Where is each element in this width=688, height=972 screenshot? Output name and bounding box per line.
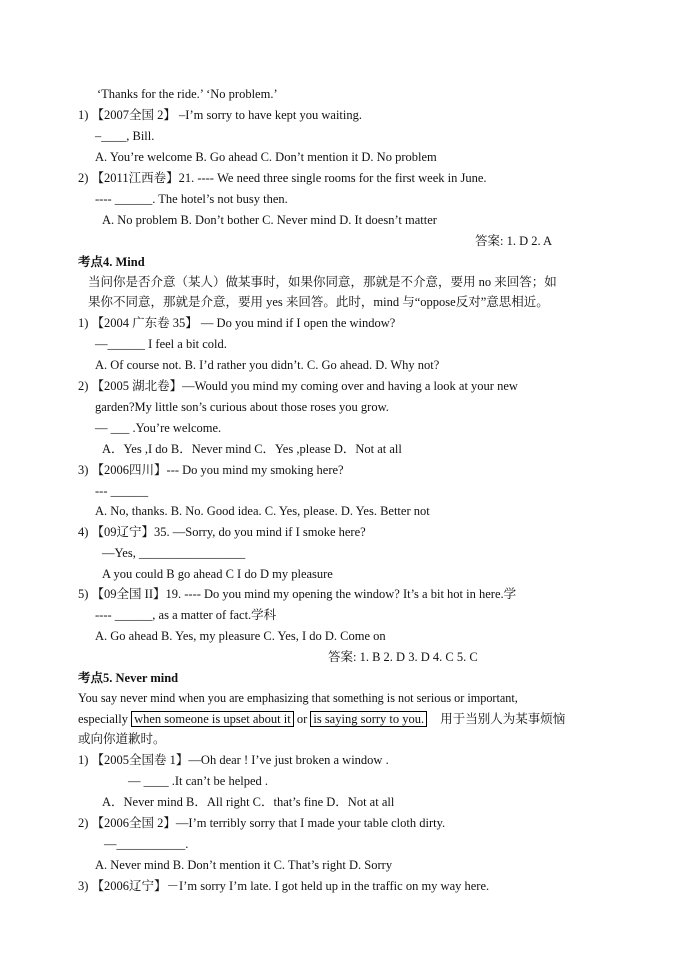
text-segment: 用于当别人为某事烦恼 (440, 712, 566, 726)
text-segment: or (296, 712, 308, 726)
text-line: ‘Thanks for the ride.’ ‘No problem.’ (97, 87, 278, 101)
options-line: A. Never mind B. Don’t mention it C. That’s right D. Sorry (95, 858, 393, 872)
text-line: ---- ______, as a matter of fact.学科 (95, 608, 277, 622)
text-line: 当问你是否介意（某人）做某事时，如果你同意，那就是不介意，要用 no 来回答；如 (88, 275, 557, 289)
question-line: 1) 【2005全国卷 1】—Oh dear ! I’ve just broken a window . (78, 753, 389, 767)
text-line: — ___ .You’re welcome. (95, 421, 222, 435)
question-line: 3) 【2006辽宁】－I’m sorry I’m late. I got held up in the traffic on my way here. (78, 879, 490, 893)
text-line: –____, Bill. (95, 129, 155, 143)
text-line: 果你不同意，那就是介意，要用 yes 来回答。此时，mind 与“oppose反对”意思相近。 (88, 295, 549, 309)
question-line: 5) 【09全国 II】19. ---- Do you mind my opening the window? It’s a bit hot in here.学 (78, 587, 517, 601)
question-line: 1) 【2007全国 2】 –I’m sorry to have kept you waiting. (78, 108, 362, 122)
text-line: ---- ______. The hotel’s not busy then. (95, 192, 288, 206)
section-heading: 考点5. Never mind (78, 671, 179, 685)
text-line: --- ______ (95, 484, 149, 498)
answer-line: 答案: 1. B 2. D 3. D 4. C 5. C (328, 650, 478, 664)
question-line: 1) 【2004 广东卷 35】 — Do you mind if I open the window? (78, 316, 396, 330)
question-line: 2) 【2011江西卷】21. ---- We need three single rooms for the first week in June. (78, 171, 487, 185)
options-line: A. Of course not. B. I’d rather you didn’t. C. Go ahead. D. Why not? (95, 358, 440, 372)
options-line: A．Never mind B．All right C．that’s fine D．Not at all (102, 795, 395, 809)
boxed-phrase: when someone is upset about it (131, 711, 294, 727)
question-line: 2) 【2005 湖北卷】—Would you mind my coming over and having a look at your new (78, 379, 518, 393)
options-line: A. No problem B. Don’t bother C. Never mind D. It doesn’t matter (102, 213, 437, 227)
text-line: —Yes, _________________ (102, 546, 246, 560)
options-line: A. You’re welcome B. Go ahead C. Don’t mention it D. No problem (95, 150, 437, 164)
text-line: garden?My little son’s curious about those roses you grow. (95, 400, 389, 414)
question-line: 2) 【2006全国 2】—I’m terribly sorry that I made your table cloth dirty. (78, 816, 446, 830)
question-line: 4) 【09辽宁】35. —Sorry, do you mind if I smoke here? (78, 525, 366, 539)
text-line: —______ I feel a bit cold. (95, 337, 227, 351)
options-line: A. Go ahead B. Yes, my pleasure C. Yes, I do D. Come on (95, 629, 386, 643)
options-line: A you could B go ahead C I do D my pleasure (102, 567, 333, 581)
question-line: 3) 【2006四川】--- Do you mind my smoking here? (78, 463, 344, 477)
answer-line: 答案: 1. D 2. A (475, 234, 553, 248)
text-line: 或向你道歉时。 (78, 732, 166, 746)
text-line: You say never mind when you are emphasizing that something is not serious or important, (78, 691, 518, 705)
boxed-phrase: is saying sorry to you. (310, 711, 427, 727)
text-line: — ____ .It can’t be helped . (128, 774, 269, 788)
text-segment: especially (78, 712, 128, 726)
options-line: A. No, thanks. B. No. Good idea. C. Yes, please. D. Yes. Better not (95, 504, 430, 518)
options-line: A．Yes ,I do B．Never mind C．Yes ,please D．Not at all (102, 442, 402, 456)
text-line: —___________. (104, 837, 189, 851)
text-line (78, 711, 565, 727)
section-heading: 考点4. Mind (78, 255, 145, 269)
